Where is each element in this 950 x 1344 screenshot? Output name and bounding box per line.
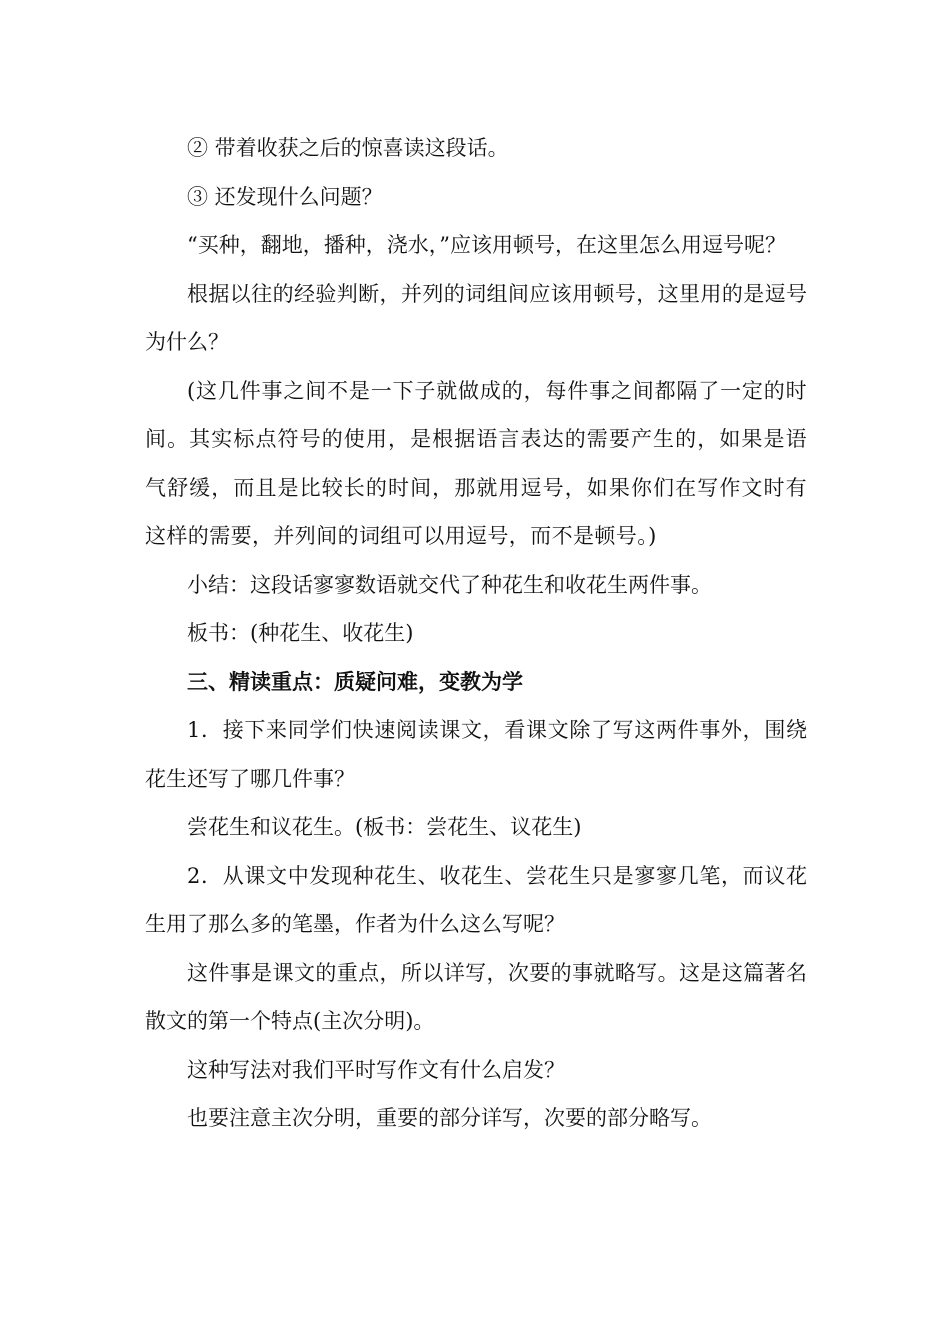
paragraph-read-with-joy: ② 带着收获之后的惊喜读这段话。 (187, 136, 509, 160)
paragraph-question-1: 1．接下来同学们快速阅读课文，看课文除了写这两件事外，围绕花生还写了哪几件事？ (145, 718, 807, 791)
paragraph-comma-question: “买种，翻地，播种，浇水，”应该用顿号，在这里怎么用逗号呢？ (187, 233, 786, 257)
paragraph-answer-2: 这件事是课文的重点，所以详写，次要的事就略写。这是这篇著名散文的第一个特点(主次分明)。 (145, 960, 807, 1033)
paragraph-conclusion: 也要注意主次分明，重要的部分详写，次要的部分略写。 (187, 1106, 712, 1130)
paragraph-writing-inspiration: 这种写法对我们平时写作文有什么启发？ (187, 1057, 565, 1082)
paragraph-other-questions: ③ 还发现什么问题？ (187, 184, 383, 209)
document-page (145, 124, 807, 1143)
paragraph-board-notes-1: 板书：(种花生、收花生) (187, 621, 414, 645)
paragraph-punctuation-explanation: (这几件事之间不是一下子就做成的，每件事之间都隔了一定的时间。其实标点符号的使用，是根据语言表达的需要产生的，如果是语气舒缓，而且是比较长的时间，那就用逗号，如果你们在写作文时有这样的需要，并列间的词组可以用逗号，而不是顿号。) (145, 378, 807, 548)
section-heading-3: 三、精读重点：质疑问难，变教为学 (187, 668, 523, 694)
paragraph-summary: 小结：这段话寥寥数语就交代了种花生和收花生两件事。 (187, 572, 712, 597)
paragraph-answer-1: 尝花生和议花生。(板书：尝花生、议花生) (187, 815, 582, 839)
paragraph-experience-judgement: 根据以往的经验判断，并列的词组间应该用顿号，这里用的是逗号为什么？ (145, 281, 807, 354)
paragraph-question-2: 2．从课文中发现种花生、收花生、尝花生只是寥寥几笔，而议花生用了那么多的笔墨，作者为什么这么写呢？ (145, 863, 807, 936)
